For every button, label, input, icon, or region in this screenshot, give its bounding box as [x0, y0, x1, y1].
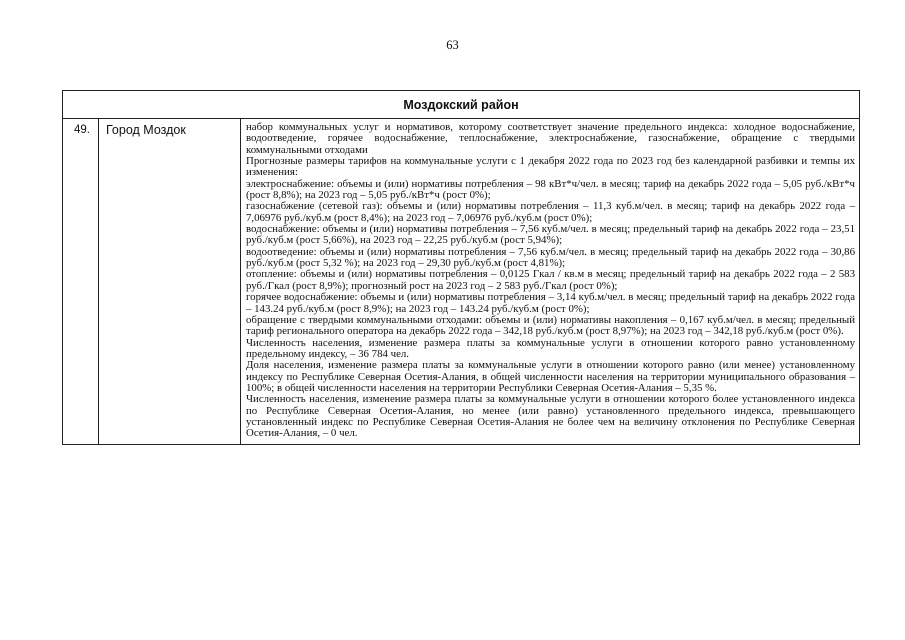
paragraph-electricity: электроснабжение: объемы и (или) нормативы потребления – 98 кВт*ч/чел. в месяц; тариф на декабрь 2022 года – 5,05 руб./кВт*ч (рост 8,8%); на 2023 год – 5,05 руб./кВт*ч (рост 0%); — [246, 177, 856, 202]
section-header-row — [63, 91, 860, 119]
row-number: 49. — [63, 119, 99, 445]
paragraph-population-above: Численность населения, изменение размера платы за коммунальные услуги в отношении которого более установленного индекса по Республике Северная Осетия-Алания, но менее (или равно) установленного предельного индекса, превышающего установленный индекс по Республике Северная Осетия-Алания не более чем на величину отклонения по Республике Северная Осетия-Алания, – 0 чел. — [246, 393, 856, 440]
paragraph-services: набор коммунальных услуг и нормативов, которому соответствует значение предельного индекса: холодное водоснабжение, водоотведение, горячее водоснабжение, теплоснабжение, электроснабжение, газоснабжение, обращение с твердыми коммунальными отходами — [246, 121, 856, 156]
paragraph-forecast-intro: Прогнозные размеры тарифов на коммунальные услуги с 1 декабря 2022 года по 2023 год без календарной разбивки и темпы их изменения: — [246, 155, 856, 179]
section-title: Моздокский район — [63, 91, 860, 119]
paragraph-heating: отопление: объемы и (или) нормативы потребления – 0,0125 Гкал / кв.м в месяц; предельный тариф на декабрь 2022 года – 2 583 руб./Гкал (рост 8,9%); прогнозный рост на 2023 год – 2 583 руб./Гкал (рост 0%); — [246, 268, 856, 292]
paragraph-gas: газоснабжение (сетевой газ): объемы и (или) нормативы потребления – 11,3 куб.м/чел. в месяц; тариф на декабрь 2022 года – 7,06976 руб./куб.м (рост 8,4%); на 2023 год – 7,06976 руб./куб.м (рост 0%); — [246, 200, 856, 224]
paragraph-population-equal: Численность населения, изменение размера платы за коммунальные услуги в отношении которого равно установленному предельному индексу, – 36 784 чел. — [246, 336, 856, 360]
tariff-table — [62, 90, 860, 445]
paragraph-water-supply: водоснабжение: объемы и (или) нормативы потребления – 7,56 куб.м/чел. в месяц; предельный тариф на декабрь 2022 года – 23,51 руб./куб.м (рост 5,66%), на 2023 год – 22,25 руб./куб.м (рост 5,94%); — [246, 223, 856, 247]
paragraph-hot-water: горячее водоснабжение: объемы и (или) нормативы потребления – 3,14 куб.м/чел. в месяц; предельный тариф на декабрь 2022 года – 143.24 руб./куб.м (рост 8,9%); на 2023 год – 143.24 руб./куб.м (рост 0%); — [246, 291, 856, 315]
page-number: 63 — [446, 38, 459, 52]
table-row — [63, 119, 860, 445]
row-description — [241, 119, 860, 445]
paragraph-solid-waste: обращение с твердыми коммунальными отходами: объемы и (или) нормативы накопления – 0,167 куб.м/чел. в месяц; предельный тариф регионального оператора на декабрь 2022 года – 342,18 руб./куб.м (рост 8,97%); на 2023 год – 342,18 руб./куб.м (рост 0%). — [246, 313, 856, 338]
paragraph-sewerage: водоотведение: объемы и (или) нормативы потребления – 7,56 куб.м/чел. в месяц; предельный тариф на декабрь 2022 года – 30,86 руб./куб.м (рост 5,32 %); на 2023 год – 29,30 руб./куб.м (рост 4,81%); — [246, 245, 856, 270]
paragraph-population-share: Доля населения, изменение размера платы за коммунальные услуги в отношении которого равно (или менее) установленному индексу по Республике Северная Осетия-Алания, в общей численности населения на территории муниципального образования – 100%; в общей численности населения на территории Республики Северная Осетия-Алания – 5,35 %. — [246, 359, 856, 394]
municipality-name: Город Моздок — [99, 119, 241, 445]
